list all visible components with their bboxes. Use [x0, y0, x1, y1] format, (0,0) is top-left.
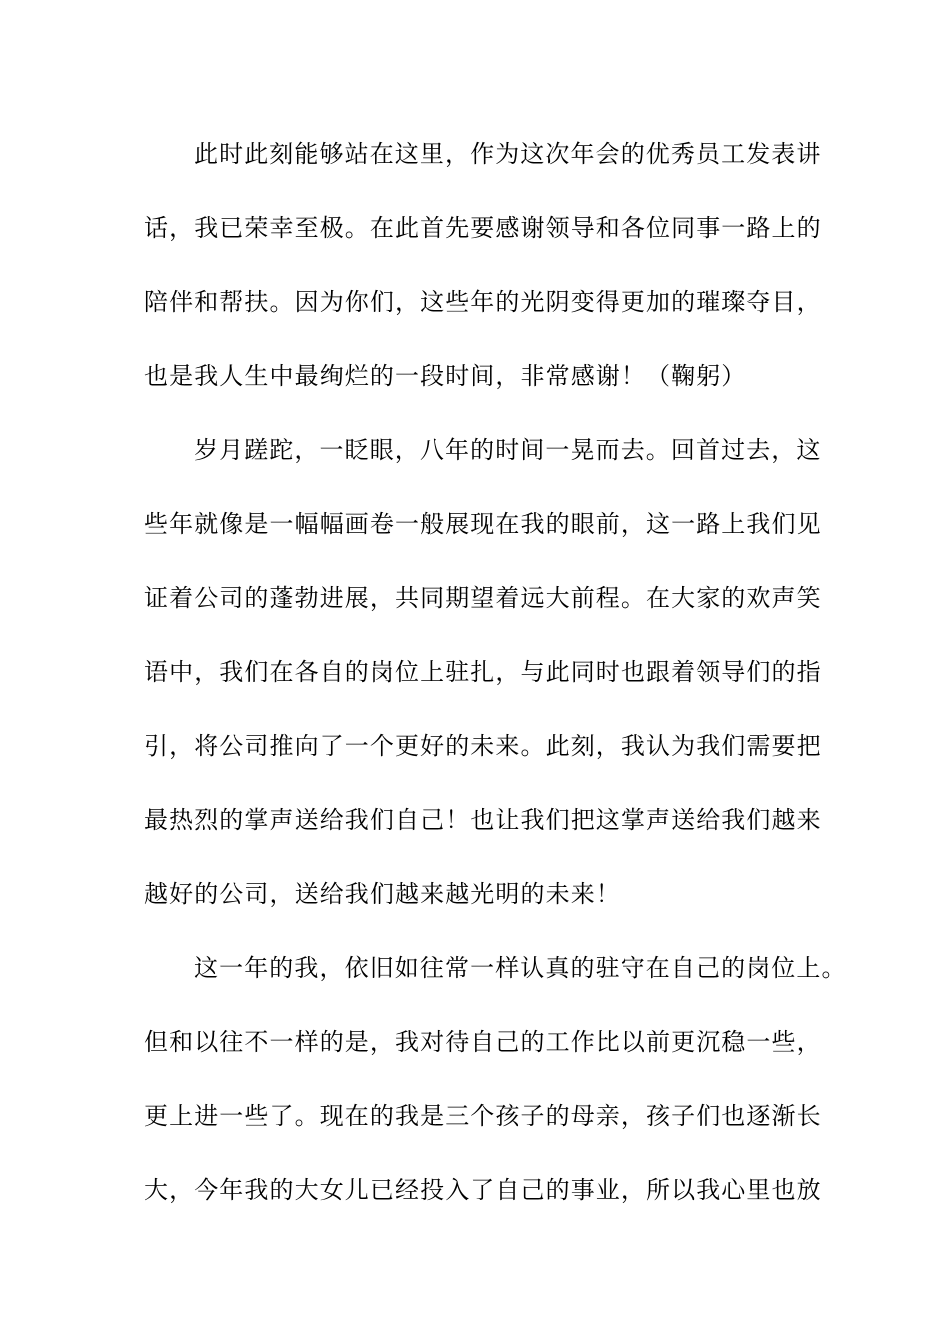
paragraph-1-line-2: 话，我已荣幸至极。在此首先要感谢领导和各位同事一路上的 [144, 214, 822, 242]
paragraph-1-line-4: 也是我人生中最绚烂的一段时间，非常感谢！（鞠躬） [144, 362, 747, 390]
paragraph-2-line-1: 岁月蹉跎，一眨眼，八年的时间一晃而去。回首过去，这 [194, 436, 822, 464]
paragraph-2-line-3: 证着公司的蓬勃进展，共同期望着远大前程。在大家的欢声笑 [144, 584, 822, 612]
paragraph-3-line-1: 这一年的我，依旧如往常一样认真的驻守在自己的岗位上。 [194, 954, 847, 982]
paragraph-1-line-3: 陪伴和帮扶。因为你们，这些年的光阴变得更加的璀璨夺目， [144, 288, 822, 316]
paragraph-3-line-3: 更上进一些了。现在的我是三个孩子的母亲，孩子们也逐渐长 [144, 1102, 822, 1130]
paragraph-3-line-4: 大，今年我的大女儿已经投入了自己的事业，所以我心里也放 [144, 1176, 822, 1204]
paragraph-2-line-2: 些年就像是一幅幅画卷一般展现在我的眼前，这一路上我们见 [144, 510, 822, 538]
paragraph-3-line-2: 但和以往不一样的是，我对待自己的工作比以前更沉稳一些， [144, 1028, 822, 1056]
paragraph-2-line-4: 语中，我们在各自的岗位上驻扎，与此同时也跟着领导们的指 [144, 658, 822, 686]
paragraph-2-line-5: 引，将公司推向了一个更好的未来。此刻，我认为我们需要把 [144, 732, 822, 760]
paragraph-2-line-7: 越好的公司，送给我们越来越光明的未来！ [144, 880, 621, 908]
paragraph-2-line-6: 最热烈的掌声送给我们自己！也让我们把这掌声送给我们越来 [144, 806, 822, 834]
paragraph-1-line-1: 此时此刻能够站在这里，作为这次年会的优秀员工发表讲 [194, 140, 822, 168]
